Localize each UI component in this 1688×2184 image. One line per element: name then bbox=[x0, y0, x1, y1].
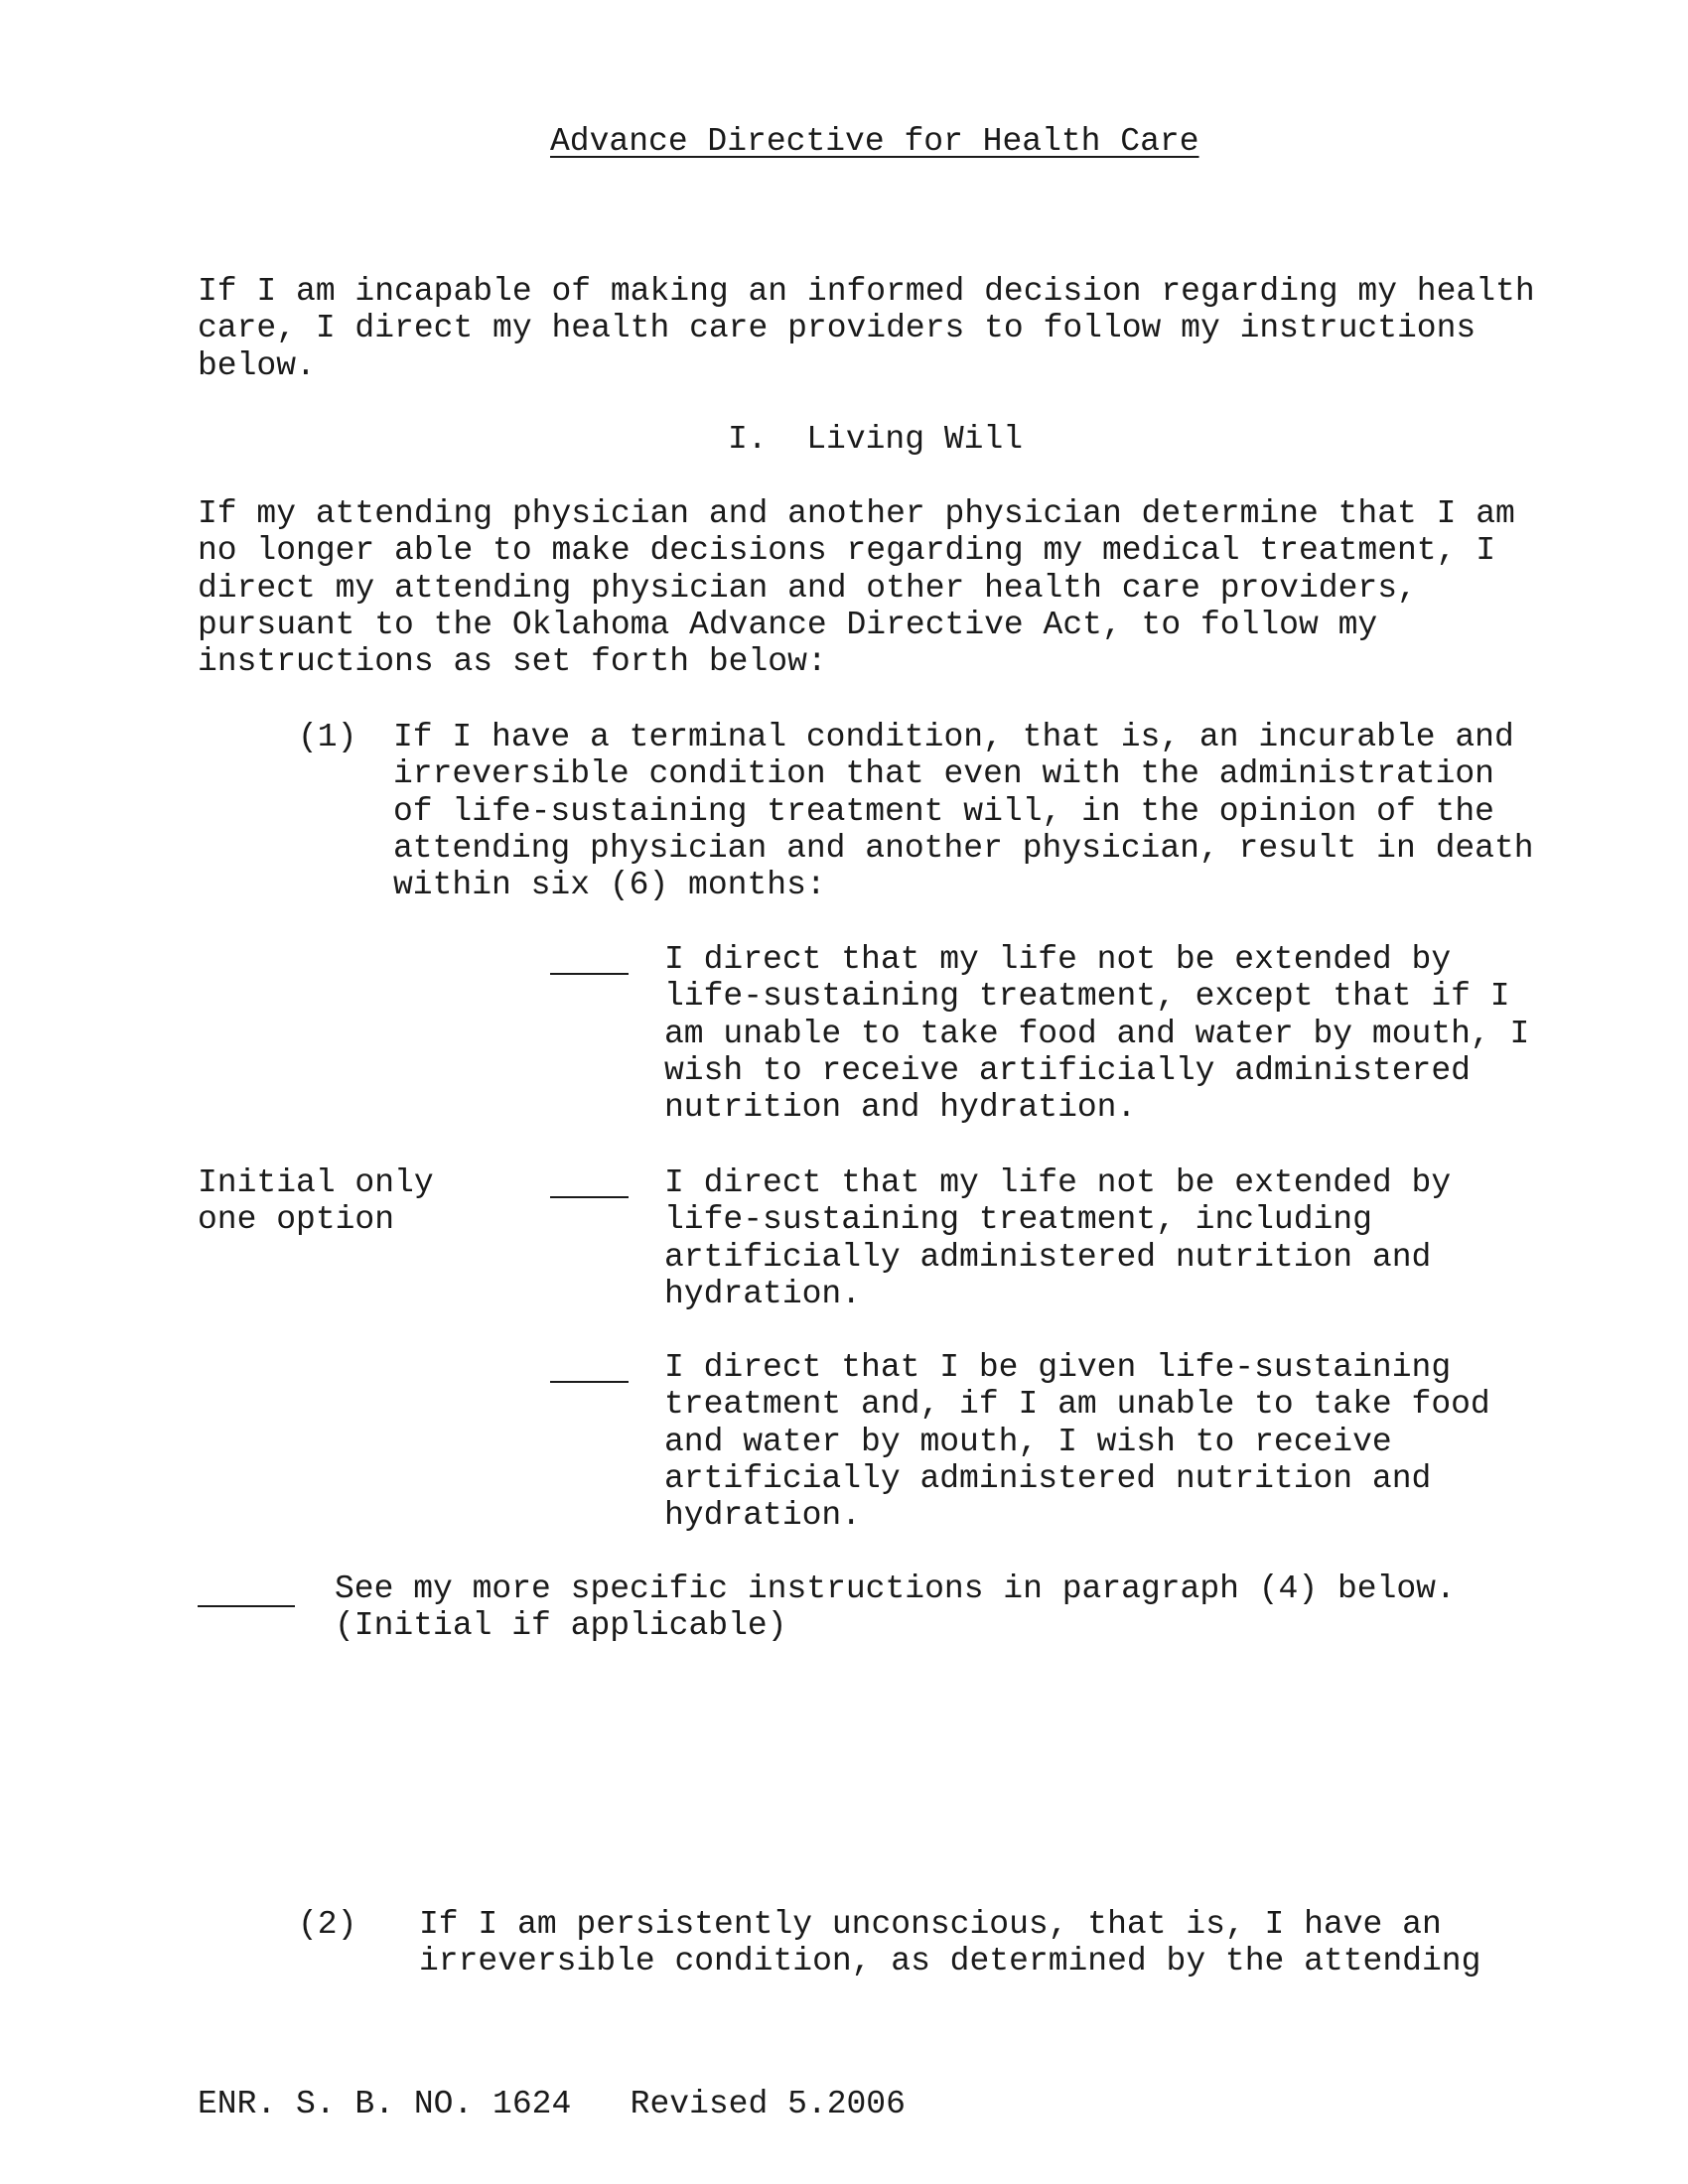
living-will-line: If my attending physician and another physician determine that I am bbox=[198, 495, 1515, 532]
item-2-line: If I am persistently unconscious, that is, I have an bbox=[419, 1906, 1442, 1943]
item-1-number: (1) bbox=[298, 719, 357, 755]
document-title: Advance Directive for Health Care bbox=[550, 123, 1199, 160]
item-1-line: irreversible condition that even with the administration bbox=[393, 755, 1494, 793]
intro-paragraph bbox=[198, 273, 1535, 384]
option-1-line: nutrition and hydration. bbox=[664, 1089, 1137, 1127]
initial-only-one-option-label bbox=[198, 1164, 434, 1239]
option-2-line: hydration. bbox=[664, 1275, 862, 1312]
option-1-line: am unable to take food and water by mouth, I bbox=[664, 1015, 1530, 1052]
living-will-intro bbox=[198, 495, 1515, 680]
item-1-line: If I have a terminal condition, that is, an incurable and bbox=[393, 719, 1514, 755]
option-2-line: artificially administered nutrition and bbox=[664, 1238, 1432, 1276]
item-1-line: within six (6) months: bbox=[393, 867, 826, 904]
option-3-text bbox=[664, 1349, 1490, 1534]
option-1-line: I direct that my life not be extended by bbox=[664, 941, 1452, 978]
page-footer: ENR. S. B. NO. 1624 Revised 5.2006 bbox=[198, 2086, 906, 2122]
intro-line: below. bbox=[198, 346, 316, 384]
option-2-initial-blank[interactable] bbox=[550, 1196, 629, 1198]
item-2-line: irreversible condition, as determined by the attending bbox=[419, 1943, 1481, 1980]
option-1-text bbox=[664, 941, 1529, 1126]
option-1-line: life-sustaining treatment, except that if I bbox=[664, 978, 1510, 1016]
side-label-line: Initial only bbox=[198, 1164, 434, 1201]
item-2-number: (2) bbox=[298, 1906, 357, 1943]
option-3-line: treatment and, if I am unable to take food bbox=[664, 1386, 1490, 1424]
item-1-line: of life-sustaining treatment will, in the opinion of the bbox=[393, 792, 1494, 830]
option-3-line: artificially administered nutrition and bbox=[664, 1459, 1432, 1497]
living-will-line: pursuant to the Oklahoma Advance Directive Act, to follow my bbox=[198, 606, 1378, 643]
option-3-line: hydration. bbox=[664, 1497, 862, 1535]
living-will-line: no longer able to make decisions regarding my medical treatment, I bbox=[198, 532, 1496, 570]
specific-instructions-text bbox=[335, 1570, 1456, 1645]
specific-instructions-line: (Initial if applicable) bbox=[335, 1607, 787, 1645]
option-1-line: wish to receive artificially administered bbox=[664, 1051, 1471, 1089]
intro-line: If I am incapable of making an informed decision regarding my health bbox=[198, 273, 1535, 310]
living-will-line: direct my attending physician and other health care providers, bbox=[198, 569, 1417, 607]
option-2-line: I direct that my life not be extended by bbox=[664, 1164, 1452, 1201]
specific-instructions-line: See my more specific instructions in paragraph (4) below. bbox=[335, 1570, 1456, 1607]
option-2-line: life-sustaining treatment, including bbox=[664, 1201, 1372, 1239]
living-will-line: instructions as set forth below: bbox=[198, 643, 827, 681]
option-3-line: and water by mouth, I wish to receive bbox=[664, 1423, 1392, 1460]
option-1-initial-blank[interactable] bbox=[550, 973, 629, 975]
item-2-text bbox=[419, 1906, 1480, 1980]
item-1-text bbox=[393, 719, 1534, 903]
option-3-line: I direct that I be given life-sustaining bbox=[664, 1349, 1452, 1386]
item-1-line: attending physician and another physician, result in death bbox=[393, 829, 1534, 867]
option-2-text bbox=[664, 1164, 1451, 1312]
specific-instructions-initial-blank[interactable] bbox=[198, 1605, 295, 1607]
intro-line: care, I direct my health care providers to follow my instructions bbox=[198, 310, 1477, 347]
option-3-initial-blank[interactable] bbox=[550, 1381, 629, 1383]
side-label-line: one option bbox=[198, 1201, 395, 1239]
section-heading-living-will: I. Living Will bbox=[728, 421, 1024, 458]
